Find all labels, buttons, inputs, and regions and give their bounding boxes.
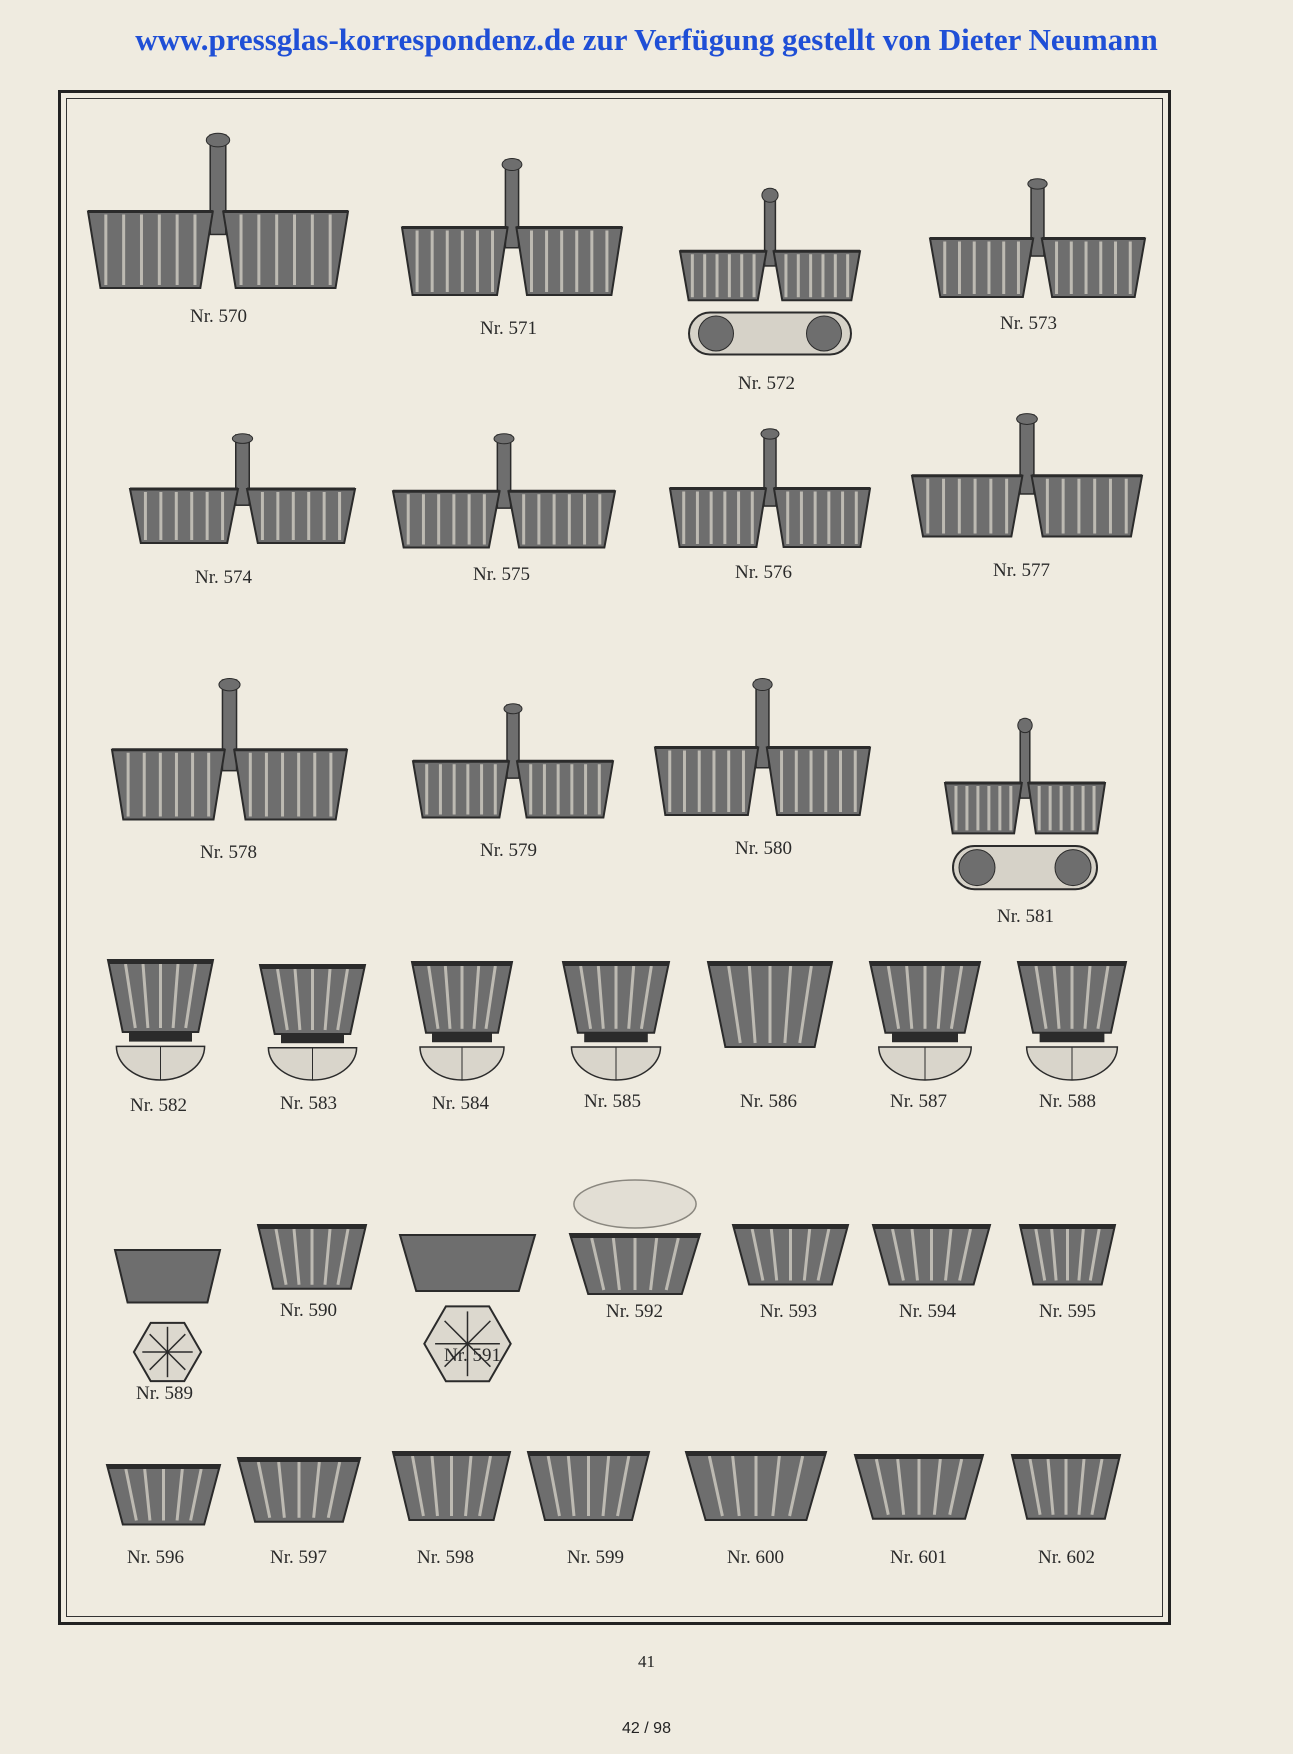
salt-bowl-footed-icon xyxy=(870,962,980,1080)
item-number-label: Nr. 574 xyxy=(195,567,252,588)
salt-bowl-footed-icon xyxy=(563,962,669,1080)
item-number-label: Nr. 586 xyxy=(740,1091,797,1112)
double-salt-cellar-vase-icon xyxy=(112,680,347,835)
item-number-label: Nr. 578 xyxy=(200,842,257,863)
salt-bowl-icon xyxy=(855,1455,983,1530)
double-salt-cellar-boat-icon xyxy=(655,680,870,830)
item-number-label: Nr. 585 xyxy=(584,1091,641,1112)
salt-bowl-footed-icon xyxy=(260,965,365,1080)
salt-bowl-footed-icon xyxy=(563,962,669,1080)
salt-bowl-icon xyxy=(107,1465,220,1535)
double-salt-cellar-parrot-icon xyxy=(402,160,622,310)
item-number-label: Nr. 595 xyxy=(1039,1301,1096,1322)
salt-bowl-icon xyxy=(1012,1455,1120,1530)
item-number-label: Nr. 581 xyxy=(997,906,1054,927)
double-salt-cellar-boat-icon xyxy=(655,680,870,830)
double-salt-cellar-candle-icon xyxy=(413,705,613,830)
item-number-label: Nr. 592 xyxy=(606,1301,663,1322)
item-number-label: Nr. 587 xyxy=(890,1091,947,1112)
double-salt-cellar-loop-icon xyxy=(930,180,1145,310)
pdf-page-counter: 42 / 98 xyxy=(622,1720,671,1737)
double-salt-cellar-twisted-handle-icon xyxy=(130,435,355,555)
salt-bowl-icon xyxy=(258,1225,366,1300)
item-number-label: Nr. 573 xyxy=(1000,313,1057,334)
salt-bowl-footed-icon xyxy=(708,962,832,1062)
item-number-label: Nr. 584 xyxy=(432,1093,489,1114)
double-salt-cellar-swirl-icon xyxy=(912,415,1142,550)
item-number-label: Nr. 580 xyxy=(735,838,792,859)
salt-bowl-icon xyxy=(873,1225,990,1295)
item-number-label: Nr. 571 xyxy=(480,318,537,339)
salt-bowl-icon xyxy=(107,1465,220,1535)
salt-bowl-icon xyxy=(393,1452,510,1532)
salt-bowl-icon xyxy=(258,1225,366,1300)
item-number-label: Nr. 598 xyxy=(417,1547,474,1568)
page-number: 41 xyxy=(638,1652,655,1671)
salt-bowl-icon xyxy=(393,1452,510,1532)
double-salt-cellar-finial-icon xyxy=(88,135,348,305)
item-number-label: Nr. 589 xyxy=(136,1383,193,1404)
salt-bowl-icon xyxy=(733,1225,848,1295)
salt-bowl-icon xyxy=(528,1452,649,1532)
item-number-label: Nr. 572 xyxy=(738,373,795,394)
salt-bowl-footed-icon xyxy=(412,962,512,1080)
double-salt-cellar-cat-icon xyxy=(945,720,1105,900)
salt-bowl-footed-icon xyxy=(870,962,980,1080)
double-salt-cellar-twisted-handle-icon xyxy=(130,435,355,555)
item-number-label: Nr. 591 xyxy=(444,1345,501,1366)
item-number-label: Nr. 597 xyxy=(270,1547,327,1568)
double-salt-cellar-swirl-icon xyxy=(912,415,1142,550)
item-number-label: Nr. 599 xyxy=(567,1547,624,1568)
double-salt-cellar-rabbit-icon xyxy=(680,190,860,365)
item-number-label: Nr. 576 xyxy=(735,562,792,583)
salt-bowl-icon xyxy=(733,1225,848,1295)
salt-bowl-footed-icon xyxy=(108,960,213,1080)
double-salt-cellar-cat-icon xyxy=(945,720,1105,900)
double-salt-cellar-scale-icon xyxy=(393,435,615,560)
double-salt-cellar-clear-icon xyxy=(670,430,870,560)
item-number-label: Nr. 575 xyxy=(473,564,530,585)
item-number-label: Nr. 579 xyxy=(480,840,537,861)
salt-bowl-footed-icon xyxy=(1018,962,1126,1080)
salt-bowl-icon xyxy=(1012,1455,1120,1530)
item-number-label: Nr. 582 xyxy=(130,1095,187,1116)
salt-bowl-icon xyxy=(686,1452,826,1532)
item-number-label: Nr. 570 xyxy=(190,306,247,327)
double-salt-cellar-parrot-icon xyxy=(402,160,622,310)
salt-bowl-icon xyxy=(873,1225,990,1295)
item-number-label: Nr. 583 xyxy=(280,1093,337,1114)
salt-bowl-footed-icon xyxy=(412,962,512,1080)
double-salt-cellar-finial-icon xyxy=(88,135,348,305)
item-number-label: Nr. 602 xyxy=(1038,1547,1095,1568)
double-salt-cellar-rabbit-icon xyxy=(680,190,860,365)
item-number-label: Nr. 590 xyxy=(280,1300,337,1321)
double-salt-cellar-clear-icon xyxy=(670,430,870,560)
salt-bowl-oval-icon xyxy=(570,1180,700,1300)
salt-bowl-oval-icon xyxy=(570,1180,700,1300)
salt-bowl-icon xyxy=(238,1458,360,1533)
item-number-label: Nr. 600 xyxy=(727,1547,784,1568)
double-salt-cellar-vase-icon xyxy=(112,680,347,835)
salt-bowl-icon xyxy=(1020,1225,1115,1295)
salt-bowl-footed-icon xyxy=(108,960,213,1080)
salt-bowl-hexagon-icon xyxy=(115,1250,220,1400)
salt-bowl-hexagon-icon xyxy=(400,1235,535,1395)
salt-bowl-icon xyxy=(238,1458,360,1533)
salt-bowl-footed-icon xyxy=(708,962,832,1062)
double-salt-cellar-candle-icon xyxy=(413,705,613,830)
item-number-label: Nr. 577 xyxy=(993,560,1050,581)
salt-bowl-icon xyxy=(528,1452,649,1532)
item-number-label: Nr. 593 xyxy=(760,1301,817,1322)
item-number-label: Nr. 596 xyxy=(127,1547,184,1568)
salt-bowl-footed-icon xyxy=(260,965,365,1080)
double-salt-cellar-loop-icon xyxy=(930,180,1145,310)
double-salt-cellar-scale-icon xyxy=(393,435,615,560)
item-number-label: Nr. 601 xyxy=(890,1547,947,1568)
salt-bowl-icon xyxy=(855,1455,983,1530)
salt-bowl-hexagon-icon xyxy=(115,1250,220,1400)
salt-bowl-footed-icon xyxy=(1018,962,1126,1080)
salt-bowl-hexagon-icon xyxy=(400,1235,535,1395)
item-number-label: Nr. 594 xyxy=(899,1301,956,1322)
header-source-link[interactable]: www.pressglas-korrespondenz.de zur Verfügung gestellt von Dieter Neumann xyxy=(135,22,1158,57)
item-number-label: Nr. 588 xyxy=(1039,1091,1096,1112)
salt-bowl-icon xyxy=(1020,1225,1115,1295)
salt-bowl-icon xyxy=(686,1452,826,1532)
